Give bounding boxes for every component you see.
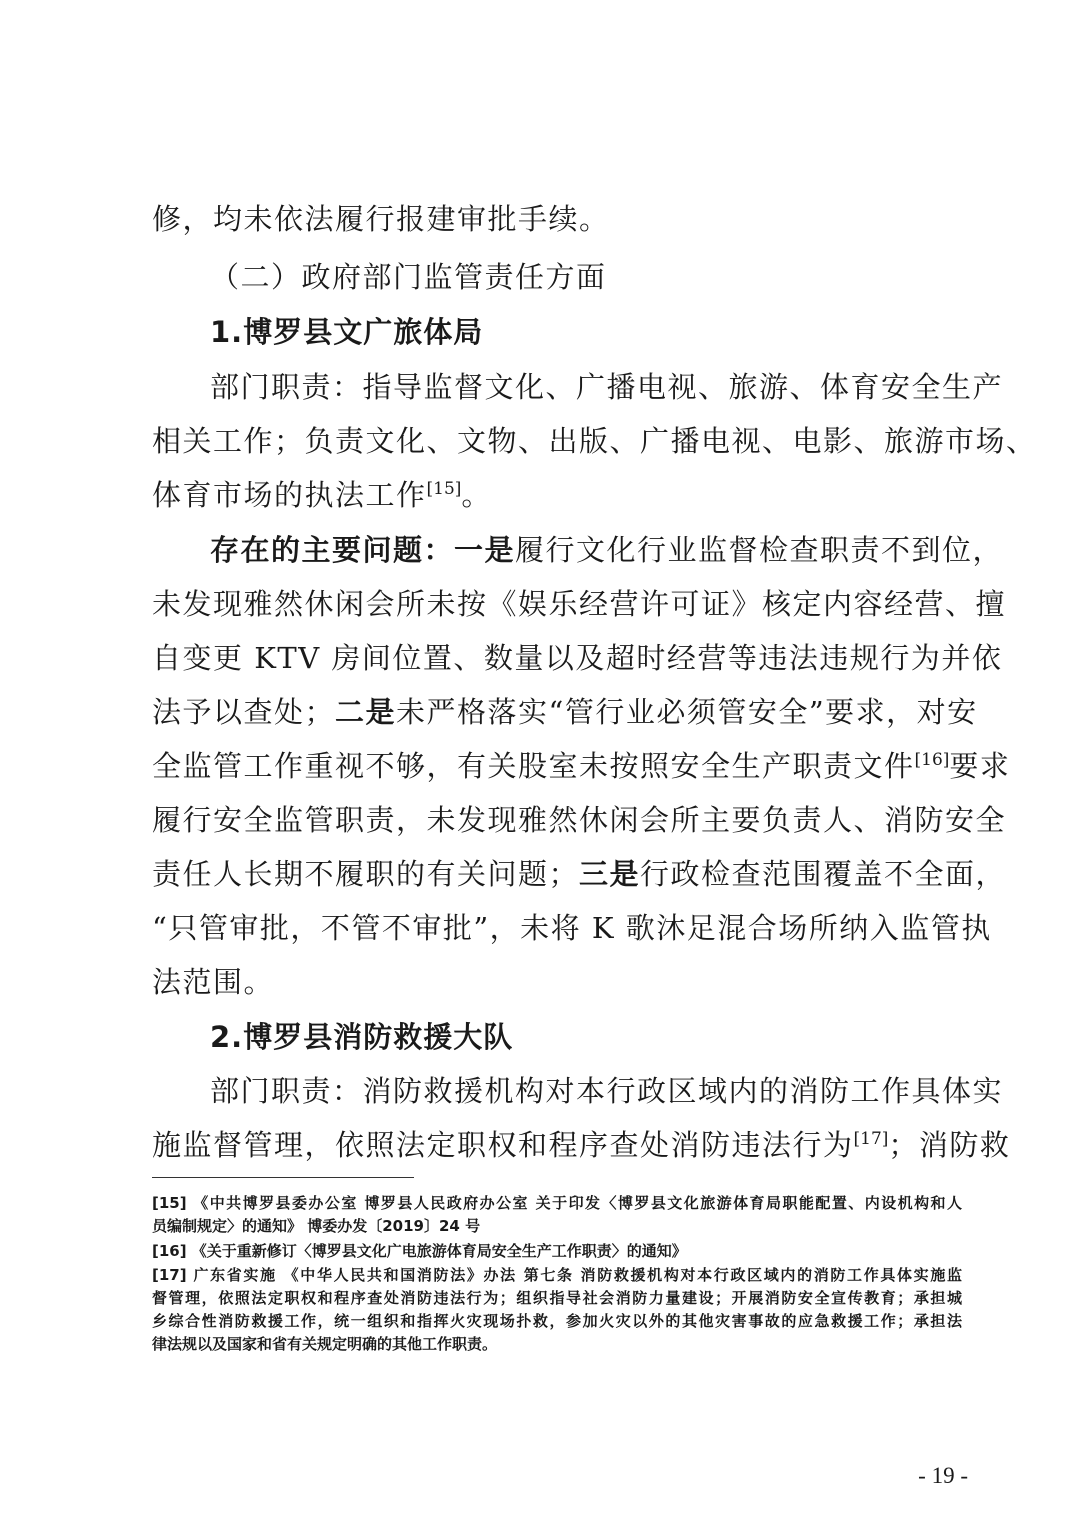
footnote-ref-16: [16]: [914, 750, 950, 770]
duty-text: 施监督管理，依照法定职权和程序查处消防违法行为: [152, 1128, 854, 1162]
subsection-heading: （二）政府部门监管责任方面: [210, 260, 607, 294]
problem-text: 未严格落实“管行业必须管安全”要求，对安: [396, 695, 978, 729]
problem-text: 履行文化行业监督检查职责不到位，: [515, 533, 1004, 567]
footnote-15-cont: 员编制规定〉的通知》 博委办发〔2019〕24 号: [152, 1217, 481, 1235]
footnote-15: [15] 《中共博罗县委办公室 博罗县人民政府办公室 关于印发〈博罗县文化旅游体育局职能配置、内设机构和人: [152, 1194, 962, 1212]
problem-line: [152, 854, 1007, 894]
problem-text: 全监管工作重视不够，有关股室未按照安全生产职责文件: [152, 749, 915, 783]
footnote-16: [16] 《关于重新修订〈博罗县文化广电旅游体育局安全生产工作职责〉的通知》: [152, 1242, 687, 1260]
duty-line: [152, 475, 962, 515]
footnote-17: [17] 广东省实施 《中华人民共和国消防法》办法 第七条 消防救援机构对本行政区域内的消防工作具体实施监: [152, 1266, 962, 1284]
footnote-ref-17: [17]: [853, 1129, 889, 1149]
footnote-divider: [152, 1177, 414, 1178]
problem-line: 未发现雅然休闲会所未按《娱乐经营许可证》核定内容经营、擅: [152, 587, 1007, 621]
section-heading-2: 2.博罗县消防救援大队: [210, 1020, 514, 1054]
duty-line: 部门职责：消防救援机构对本行政区域内的消防工作具体实: [210, 1074, 1004, 1108]
problem-line: [152, 692, 978, 732]
duty-text: ；消防救: [888, 1128, 1011, 1162]
problem-line: 法范围。: [152, 965, 275, 999]
problem-text: 法予以查处；: [152, 695, 336, 729]
footnote-17-cont: 乡综合性消防救援工作，统一组织和指挥火灾现场扑救，参加火灾以外的其他灾害事故的应急救援工作；承担法: [152, 1312, 962, 1330]
keyword-third: 三是: [579, 857, 641, 891]
text-line: 修，均未依法履行报建审批手续。: [152, 202, 610, 236]
duty-line: 相关工作；负责文化、文物、出版、广播电视、电影、旅游市场、: [152, 424, 1037, 458]
keyword-first: 一是: [454, 533, 516, 567]
problem-text: 行政检查范围覆盖不全面，: [640, 857, 1007, 891]
duty-line: 部门职责：指导监督文化、广播电视、旅游、体育安全生产: [210, 370, 1004, 404]
page-number: - 19 -: [918, 1463, 968, 1488]
problem-line: “只管审批，不管不审批”，未将 K 歌沐足混合场所纳入监管执: [152, 911, 992, 945]
duty-text: 。: [461, 478, 492, 512]
problem-line: [210, 530, 1004, 570]
footnote-17-cont: 督管理，依照法定职权和程序查处消防违法行为；组织指导社会消防力量建设；开展消防安全宣传教育；承担城: [152, 1289, 962, 1307]
section-heading-1: 1.博罗县文广旅体局: [210, 315, 484, 349]
problem-line: 履行安全监管职责，未发现雅然休闲会所主要负责人、消防安全: [152, 803, 1007, 837]
problem-line: [152, 746, 1011, 786]
duty-line: [152, 1125, 1011, 1165]
problem-text: 要求: [949, 749, 1011, 783]
footnote-ref-15: [15]: [426, 479, 462, 499]
problem-line: 自变更 KTV 房间位置、数量以及超时经营等违法违规行为并依: [152, 641, 1003, 675]
footnote-17-cont: 律法规以及国家和省有关规定明确的其他工作职责。: [152, 1335, 498, 1353]
problem-label: 存在的主要问题：: [210, 533, 455, 567]
duty-text: 体育市场的执法工作: [152, 478, 427, 512]
keyword-second: 二是: [335, 695, 397, 729]
problem-text: 责任人长期不履职的有关问题；: [152, 857, 580, 891]
